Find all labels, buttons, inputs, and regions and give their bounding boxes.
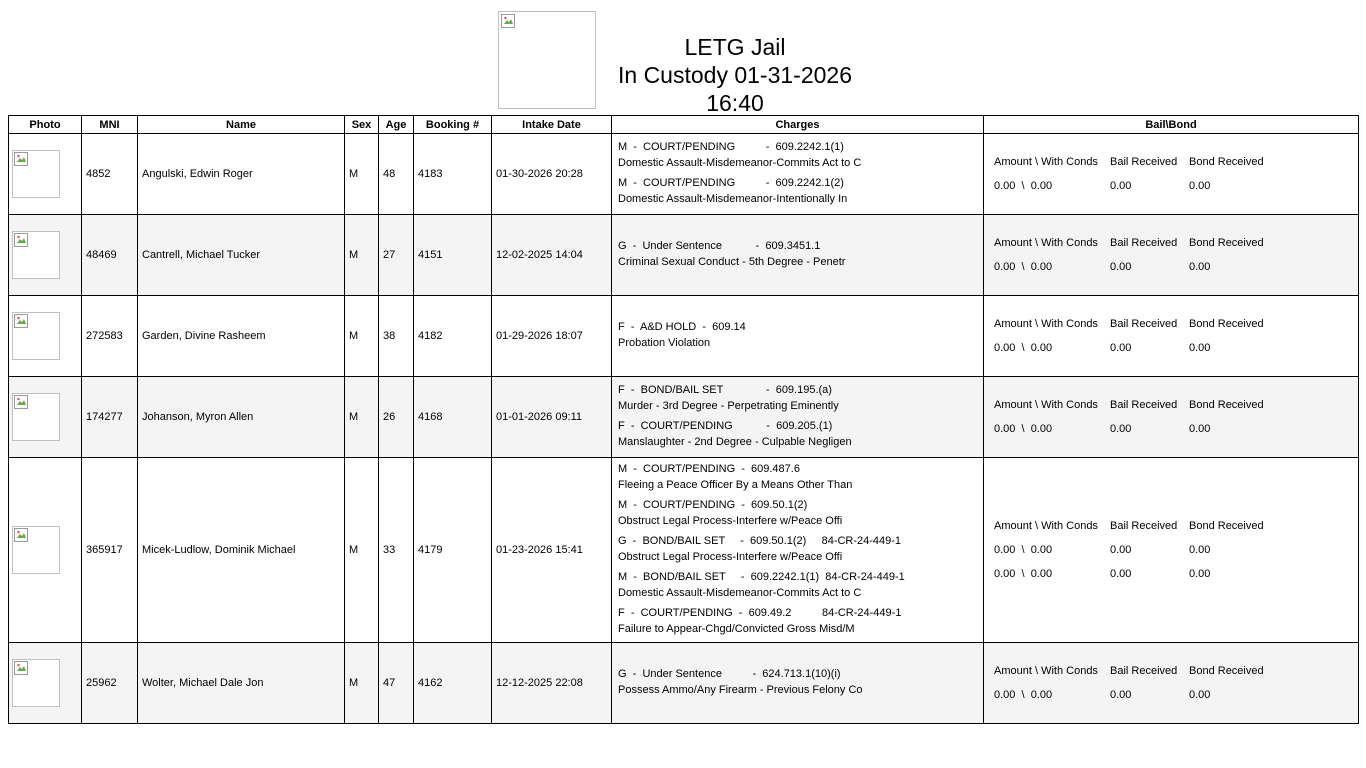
table-header-row	[9, 116, 1359, 134]
bail-received-value: 0.00	[1110, 180, 1132, 192]
bail-bond-cell	[984, 134, 1359, 215]
bail-received-header: Bail Received	[1110, 318, 1178, 330]
charges-cell	[612, 377, 984, 458]
inmate-age: 47	[379, 643, 414, 724]
charge-entry	[618, 605, 979, 637]
charges-cell	[612, 134, 984, 215]
charge-entry	[618, 418, 979, 450]
intake-date: 12-02-2025 14:04	[492, 215, 612, 296]
charge-entry	[618, 319, 979, 351]
charge-code: M - COURT/PENDING - 609.2242.1(1)	[618, 141, 844, 153]
charge-description: Murder - 3rd Degree - Perpetrating Eminently	[618, 400, 839, 412]
bond-received-value: 0.00	[1189, 544, 1211, 556]
table-row[interactable]	[9, 643, 1359, 724]
bail-amount-header: Amount \ With Conds	[994, 520, 1098, 532]
charge-description: Manslaughter - 2nd Degree - Culpable Negligen	[618, 436, 852, 448]
charges-cell	[612, 296, 984, 377]
bail-received-header: Bail Received	[1110, 399, 1178, 411]
jail-logo-image	[498, 11, 596, 109]
intake-date: 01-29-2026 18:07	[492, 296, 612, 377]
inmate-age: 38	[379, 296, 414, 377]
inmate-photo[interactable]	[12, 526, 60, 574]
charge-entry	[618, 497, 979, 529]
charges-cell	[612, 458, 984, 643]
charge-entry	[618, 666, 979, 698]
bail-amount-header: Amount \ With Conds	[994, 156, 1098, 168]
bail-grid	[994, 514, 1354, 586]
inmate-mni: 174277	[82, 377, 138, 458]
bail-amount-header: Amount \ With Conds	[994, 399, 1098, 411]
booking-number: 4179	[414, 458, 492, 643]
bail-grid	[994, 659, 1354, 707]
inmate-photo[interactable]	[12, 312, 60, 360]
inmate-photo[interactable]	[12, 393, 60, 441]
bail-received-header: Bail Received	[1110, 237, 1178, 249]
bail-received-header: Bail Received	[1110, 520, 1178, 532]
broken-image-icon	[14, 314, 28, 328]
column-header-intake-date: Intake Date	[492, 116, 612, 134]
charge-description: Possess Ammo/Any Firearm - Previous Felony Co	[618, 684, 863, 696]
charge-code: G - BOND/BAIL SET - 609.50.1(2) 84-CR-24-449-1	[618, 535, 902, 547]
inmate-photo-cell	[9, 377, 82, 458]
bond-received-header: Bond Received	[1189, 399, 1264, 411]
inmate-name: Micek-Ludlow, Dominik Michael	[138, 458, 345, 643]
inmate-name: Cantrell, Michael Tucker	[138, 215, 345, 296]
intake-date: 12-12-2025 22:08	[492, 643, 612, 724]
booking-number: 4162	[414, 643, 492, 724]
column-header-age: Age	[379, 116, 414, 134]
custody-timestamp: In Custody 01-31-2026 16:40	[618, 62, 852, 116]
inmate-mni: 272583	[82, 296, 138, 377]
inmate-sex: M	[345, 215, 379, 296]
charge-code: F - BOND/BAIL SET - 609.195.(a)	[618, 384, 832, 396]
intake-date: 01-30-2026 20:28	[492, 134, 612, 215]
bail-received-header: Bail Received	[1110, 665, 1178, 677]
charge-description: Obstruct Legal Process-Interfere w/Peace Offi	[618, 551, 843, 563]
charges-cell	[612, 643, 984, 724]
bond-received-value: 0.00	[1189, 180, 1211, 192]
bond-received-value: 0.00	[1189, 689, 1211, 701]
bail-received-value: 0.00	[1110, 342, 1132, 354]
charge-entry	[618, 533, 979, 565]
charge-code: G - Under Sentence - 609.3451.1	[618, 240, 821, 252]
charges-cell	[612, 215, 984, 296]
bond-received-value: 0.00	[1189, 423, 1211, 435]
table-row[interactable]	[9, 458, 1359, 643]
booking-number: 4183	[414, 134, 492, 215]
charge-entry	[618, 461, 979, 493]
in-custody-table	[8, 115, 1359, 724]
table-row[interactable]	[9, 215, 1359, 296]
inmate-age: 26	[379, 377, 414, 458]
facility-name: LETG Jail	[684, 34, 786, 60]
inmate-sex: M	[345, 458, 379, 643]
inmate-photo[interactable]	[12, 231, 60, 279]
bail-amount-value: 0.00 \ 0.00	[994, 180, 1053, 192]
bail-received-value: 0.00	[1110, 568, 1132, 580]
bond-received-header: Bond Received	[1189, 665, 1264, 677]
charge-code: F - COURT/PENDING - 609.49.2 84-CR-24-449-1	[618, 607, 902, 619]
charge-description: Probation Violation	[618, 337, 711, 349]
table-row[interactable]	[9, 296, 1359, 377]
booking-number: 4151	[414, 215, 492, 296]
bail-grid	[994, 312, 1354, 360]
inmate-mni: 4852	[82, 134, 138, 215]
bail-bond-cell	[984, 458, 1359, 643]
inmate-photo-cell	[9, 643, 82, 724]
charge-entry	[618, 382, 979, 414]
column-header-charges: Charges	[612, 116, 984, 134]
bond-received-value: 0.00	[1189, 342, 1211, 354]
charge-code: F - COURT/PENDING - 609.205.(1)	[618, 420, 833, 432]
bail-amount-header: Amount \ With Conds	[994, 237, 1098, 249]
inmate-sex: M	[345, 296, 379, 377]
inmate-photo[interactable]	[12, 150, 60, 198]
inmate-age: 33	[379, 458, 414, 643]
inmate-mni: 365917	[82, 458, 138, 643]
charge-code: M - COURT/PENDING - 609.487.6	[618, 463, 800, 475]
inmate-name: Angulski, Edwin Roger	[138, 134, 345, 215]
charge-description: Failure to Appear-Chgd/Convicted Gross Misd/M	[618, 623, 855, 635]
bail-bond-cell	[984, 215, 1359, 296]
bail-amount-value: 0.00 \ 0.00	[994, 568, 1053, 580]
broken-image-icon	[14, 233, 28, 247]
broken-image-icon	[501, 14, 515, 28]
charge-code: M - COURT/PENDING - 609.50.1(2)	[618, 499, 808, 511]
charge-description: Domestic Assault-Misdemeanor-Intentionally In	[618, 193, 848, 205]
bail-amount-value: 0.00 \ 0.00	[994, 261, 1053, 273]
inmate-sex: M	[345, 134, 379, 215]
charge-description: Criminal Sexual Conduct - 5th Degree - Penetr	[618, 256, 846, 268]
inmate-mni: 48469	[82, 215, 138, 296]
booking-number: 4182	[414, 296, 492, 377]
bond-received-header: Bond Received	[1189, 520, 1264, 532]
column-header-mni: MNI	[82, 116, 138, 134]
bail-bond-cell	[984, 296, 1359, 377]
charge-entry	[618, 569, 979, 601]
bail-amount-value: 0.00 \ 0.00	[994, 689, 1053, 701]
charge-code: F - A&D HOLD - 609.14	[618, 321, 746, 333]
bail-amount-value: 0.00 \ 0.00	[994, 423, 1053, 435]
bail-received-value: 0.00	[1110, 261, 1132, 273]
bail-bond-cell	[984, 643, 1359, 724]
broken-image-icon	[14, 528, 28, 542]
bail-amount-header: Amount \ With Conds	[994, 665, 1098, 677]
intake-date: 01-23-2026 15:41	[492, 458, 612, 643]
table-row[interactable]	[9, 134, 1359, 215]
inmate-age: 27	[379, 215, 414, 296]
charge-entry	[618, 175, 979, 207]
bail-amount-header: Amount \ With Conds	[994, 318, 1098, 330]
charge-code: M - COURT/PENDING - 609.2242.1(2)	[618, 177, 844, 189]
broken-image-icon	[14, 395, 28, 409]
bail-bond-cell	[984, 377, 1359, 458]
charge-description: Domestic Assault-Misdemeanor-Commits Act to C	[618, 587, 862, 599]
bond-received-value: 0.00	[1189, 261, 1211, 273]
charge-code: M - BOND/BAIL SET - 609.2242.1(1) 84-CR-24-449-1	[618, 571, 905, 583]
bail-amount-value: 0.00 \ 0.00	[994, 342, 1053, 354]
inmate-mni: 25962	[82, 643, 138, 724]
bail-received-value: 0.00	[1110, 423, 1132, 435]
charge-code: G - Under Sentence - 624.713.1(10)(i)	[618, 668, 841, 680]
charge-description: Obstruct Legal Process-Interfere w/Peace Offi	[618, 515, 843, 527]
column-header-sex: Sex	[345, 116, 379, 134]
inmate-sex: M	[345, 377, 379, 458]
inmate-name: Garden, Divine Rasheem	[138, 296, 345, 377]
report-title	[600, 33, 870, 117]
inmate-age: 48	[379, 134, 414, 215]
bail-received-value: 0.00	[1110, 689, 1132, 701]
broken-image-icon	[14, 661, 28, 675]
bond-received-header: Bond Received	[1189, 237, 1264, 249]
bail-amount-value: 0.00 \ 0.00	[994, 544, 1053, 556]
column-header-photo: Photo	[9, 116, 82, 134]
bail-grid	[994, 393, 1354, 441]
bail-received-value: 0.00	[1110, 544, 1132, 556]
charge-description: Domestic Assault-Misdemeanor-Commits Act to C	[618, 157, 862, 169]
column-header-bail-bond: Bail\Bond	[984, 116, 1359, 134]
bail-grid	[994, 231, 1354, 279]
table-row[interactable]	[9, 377, 1359, 458]
inmate-sex: M	[345, 643, 379, 724]
charge-entry	[618, 139, 979, 171]
inmate-photo-cell	[9, 458, 82, 643]
inmate-photo-cell	[9, 134, 82, 215]
booking-number: 4168	[414, 377, 492, 458]
charge-entry	[618, 238, 979, 270]
bond-received-header: Bond Received	[1189, 318, 1264, 330]
inmate-name: Johanson, Myron Allen	[138, 377, 345, 458]
column-header-booking: Booking #	[414, 116, 492, 134]
column-header-name: Name	[138, 116, 345, 134]
inmate-photo[interactable]	[12, 659, 60, 707]
charge-description: Fleeing a Peace Officer By a Means Other Than	[618, 479, 853, 491]
broken-image-icon	[14, 152, 28, 166]
bail-grid	[994, 150, 1354, 198]
inmate-photo-cell	[9, 215, 82, 296]
intake-date: 01-01-2026 09:11	[492, 377, 612, 458]
bond-received-header: Bond Received	[1189, 156, 1264, 168]
inmate-photo-cell	[9, 296, 82, 377]
bail-received-header: Bail Received	[1110, 156, 1178, 168]
inmate-name: Wolter, Michael Dale Jon	[138, 643, 345, 724]
bond-received-value: 0.00	[1189, 568, 1211, 580]
